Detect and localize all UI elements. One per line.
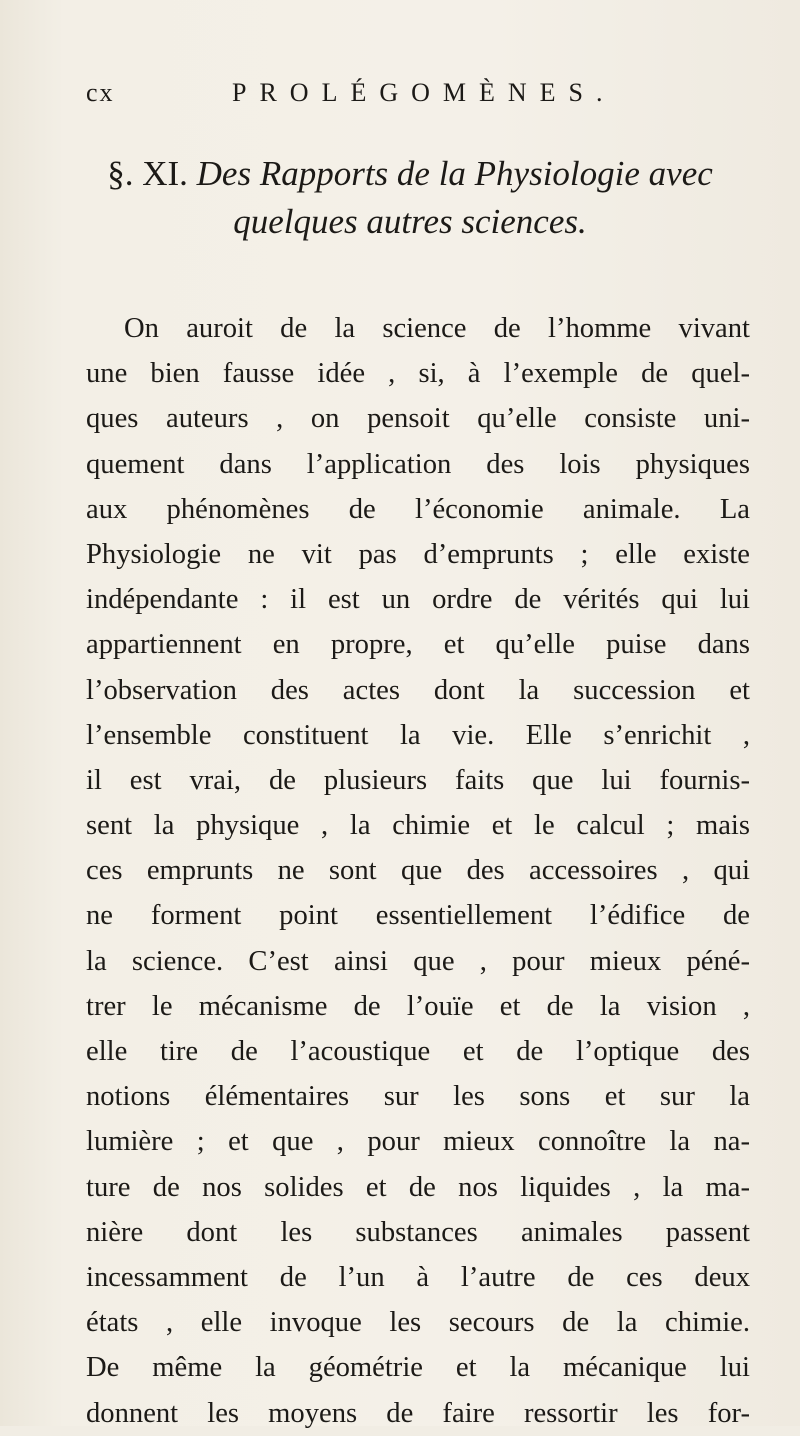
text-line: aux phénomènes de l’économie animale. La: [86, 493, 750, 525]
text-line: ques auteurs , on pensoit qu’elle consiste uni-: [86, 403, 750, 435]
text-line: quement dans l’application des lois physiques: [86, 448, 750, 480]
text-line: il est vrai, de plusieurs faits que lui fournis-: [86, 764, 750, 796]
section-number: §. XI.: [107, 154, 188, 193]
text-line: Physiologie ne vit pas d’emprunts ; elle existe: [86, 538, 750, 570]
text-line: De même la géométrie et la mécanique lui: [86, 1352, 750, 1384]
section-title-part-2: quelques autres sciences.: [233, 202, 587, 241]
text-line: une bien fausse idée , si, à l’exemple de quel-: [86, 358, 750, 390]
section-heading-line-2: [60, 198, 760, 246]
text-line: notions élémentaires sur les sons et sur la: [86, 1081, 750, 1113]
text-line: nière dont les substances animales passent: [86, 1216, 750, 1248]
text-line: sent la physique , la chimie et le calcul ; mais: [86, 810, 750, 842]
text-line: états , elle invoque les secours de la chimie.: [86, 1307, 750, 1339]
text-line: l’ensemble constituent la vie. Elle s’enrichit ,: [86, 719, 750, 751]
text-line: incessamment de l’un à l’autre de ces deux: [86, 1261, 750, 1293]
section-heading: [60, 150, 760, 246]
text-line: ne forment point essentiellement l’édifice de: [86, 900, 750, 932]
section-heading-line-1: [60, 150, 760, 198]
paragraph: [86, 306, 750, 1436]
text-line: trer le mécanisme de l’ouïe et de la vision ,: [86, 990, 750, 1022]
text-line: lumière ; et que , pour mieux connoître la na-: [86, 1126, 750, 1158]
text-line: elle tire de l’acoustique et de l’optique des: [86, 1036, 750, 1067]
section-title-part-1: Des Rapports de la Physiologie avec: [196, 154, 713, 193]
text-line: donnent les moyens de faire ressortir les for-: [86, 1397, 750, 1429]
text-line: indépendante : il est un ordre de vérités qui lui: [86, 584, 750, 616]
text-line: ces emprunts ne sont que des accessoires , qui: [86, 855, 750, 887]
text-line: appartiennent en propre, et qu’elle puise dans: [86, 629, 750, 661]
running-title: PROLÉGOMÈNES.: [232, 78, 616, 107]
running-head: [0, 78, 800, 118]
page-number: cx: [86, 78, 115, 107]
text-line: l’observation des actes dont la succession et: [86, 674, 750, 706]
text-line: ture de nos solides et de nos liquides , la ma-: [86, 1171, 750, 1203]
text-line: On auroit de la science de l’homme vivant: [124, 313, 750, 344]
text-line: la science. C’est ainsi que , pour mieux péné-: [86, 945, 750, 977]
